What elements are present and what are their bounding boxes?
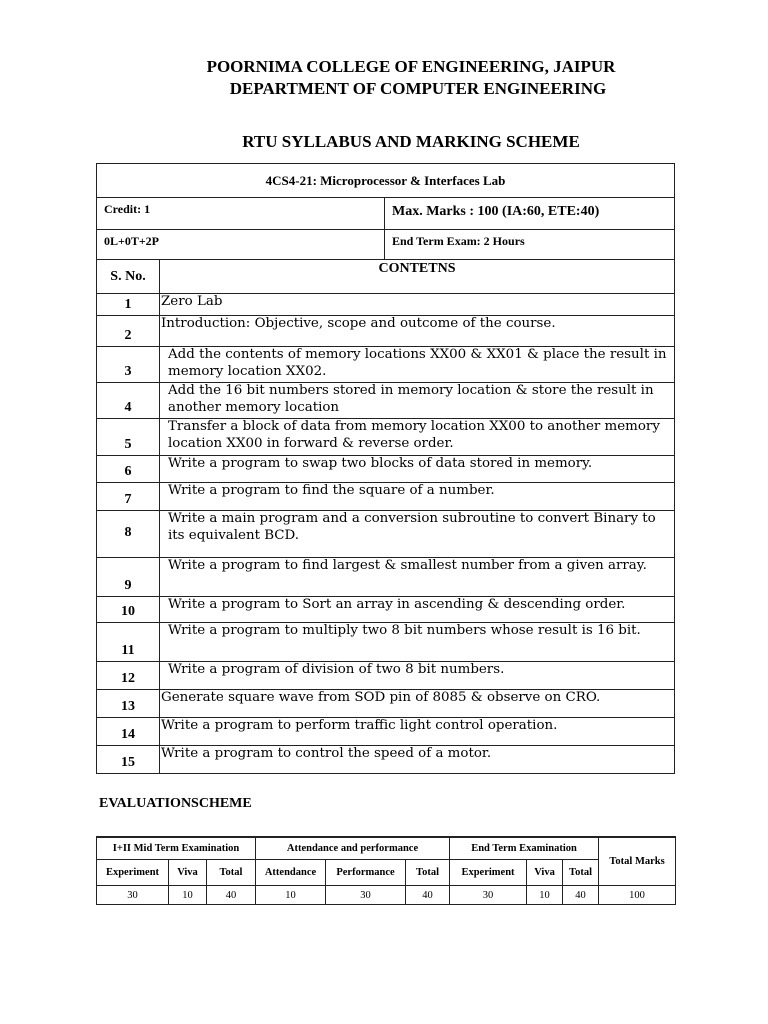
- group-mid-term: I+II Mid Term Examination: [97, 837, 256, 860]
- row-number: 6: [97, 456, 160, 483]
- value-cell: 10: [527, 886, 563, 905]
- contents-header: CONTETNS: [160, 260, 675, 294]
- subheader-performance: Performance: [326, 860, 406, 886]
- table-row: [97, 718, 675, 746]
- subheader-total: Total: [406, 860, 450, 886]
- row-topic: Write a main program and a conversion subroutine to convert Binary to its equivalent BCD.: [160, 511, 675, 558]
- row-number: 8: [97, 511, 160, 558]
- row-topic: Write a program to control the speed of a motor.: [160, 746, 675, 774]
- table-row: [97, 746, 675, 774]
- row-number: 7: [97, 483, 160, 511]
- row-number: 1: [97, 294, 160, 316]
- table-row: [97, 294, 675, 316]
- value-cell: 40: [563, 886, 599, 905]
- department-name: DEPARTMENT OF COMPUTER ENGINEERING: [229, 79, 607, 98]
- value-cell: 40: [406, 886, 450, 905]
- row-number: 4: [97, 383, 160, 419]
- total-marks-header: Total Marks: [599, 837, 676, 886]
- value-cell: 30: [97, 886, 169, 905]
- row-number: 14: [97, 718, 160, 746]
- max-marks-label: Max. Marks : 100 (IA:60, ETE:40): [385, 198, 675, 230]
- row-topic: Generate square wave from SOD pin of 8085 & observe on CRO.: [160, 690, 675, 718]
- group-attendance: Attendance and performance: [256, 837, 450, 860]
- table-row: [97, 511, 675, 558]
- row-topic: Transfer a block of data from memory location XX00 to another memory location XX00 in forward & reverse order.: [160, 419, 675, 456]
- table-row: [97, 662, 675, 690]
- evaluation-title: EVALUATIONSCHEME: [99, 796, 252, 811]
- row-number: 2: [97, 316, 160, 347]
- row-topic: Introduction: Objective, scope and outcome of the course.: [160, 316, 675, 347]
- subheader-total: Total: [207, 860, 256, 886]
- row-topic: Add the contents of memory locations XX00 & XX01 & place the result in memory location XX02.: [160, 347, 675, 383]
- table-row: [97, 558, 675, 597]
- row-topic: Write a program of division of two 8 bit numbers.: [160, 662, 675, 690]
- row-number: 11: [97, 623, 160, 662]
- subheader-experiment: Experiment: [450, 860, 527, 886]
- row-number: 15: [97, 746, 160, 774]
- row-topic: Write a program to Sort an array in ascending & descending order.: [160, 597, 675, 623]
- group-end-term: End Term Examination: [450, 837, 599, 860]
- value-cell: 10: [169, 886, 207, 905]
- subheader-viva: Viva: [169, 860, 207, 886]
- table-row: [97, 623, 675, 662]
- table-row: [97, 690, 675, 718]
- table-row: [97, 483, 675, 511]
- evaluation-table: [96, 836, 676, 905]
- table-row: [97, 419, 675, 456]
- total-marks-value: 100: [599, 886, 676, 905]
- row-topic: Write a program to find the square of a number.: [160, 483, 675, 511]
- subheader-experiment: Experiment: [97, 860, 169, 886]
- subheader-attendance: Attendance: [256, 860, 326, 886]
- value-cell: 10: [256, 886, 326, 905]
- exam-duration-label: End Term Exam: 2 Hours: [385, 230, 675, 260]
- value-cell: 40: [207, 886, 256, 905]
- table-row: [97, 597, 675, 623]
- syllabus-table: [96, 163, 675, 774]
- hours-label: 0L+0T+2P: [97, 230, 385, 260]
- credit-label: Credit: 1: [97, 198, 385, 230]
- row-topic: Zero Lab: [160, 294, 675, 316]
- row-number: 5: [97, 419, 160, 456]
- row-number: 13: [97, 690, 160, 718]
- document-title: RTU SYLLABUS AND MARKING SCHEME: [242, 132, 580, 151]
- course-title: 4CS4-21: Microprocessor & Interfaces Lab: [97, 164, 675, 198]
- row-topic: Write a program to multiply two 8 bit numbers whose result is 16 bit.: [160, 623, 675, 662]
- row-number: 3: [97, 347, 160, 383]
- row-topic: Write a program to perform traffic light control operation.: [160, 718, 675, 746]
- sno-header: S. No.: [97, 260, 160, 294]
- row-topic: Write a program to find largest & smallest number from a given array.: [160, 558, 675, 597]
- subheader-viva: Viva: [527, 860, 563, 886]
- row-topic: Add the 16 bit numbers stored in memory location & store the result in another memory location: [160, 383, 675, 419]
- row-topic: Write a program to swap two blocks of data stored in memory.: [160, 456, 675, 483]
- table-row: [97, 316, 675, 347]
- table-row: [97, 456, 675, 483]
- row-number: 10: [97, 597, 160, 623]
- table-row: [97, 347, 675, 383]
- subheader-total: Total: [563, 860, 599, 886]
- value-cell: 30: [450, 886, 527, 905]
- value-cell: 30: [326, 886, 406, 905]
- row-number: 9: [97, 558, 160, 597]
- table-row: [97, 383, 675, 419]
- college-name: POORNIMA COLLEGE OF ENGINEERING, JAIPUR: [206, 57, 616, 76]
- row-number: 12: [97, 662, 160, 690]
